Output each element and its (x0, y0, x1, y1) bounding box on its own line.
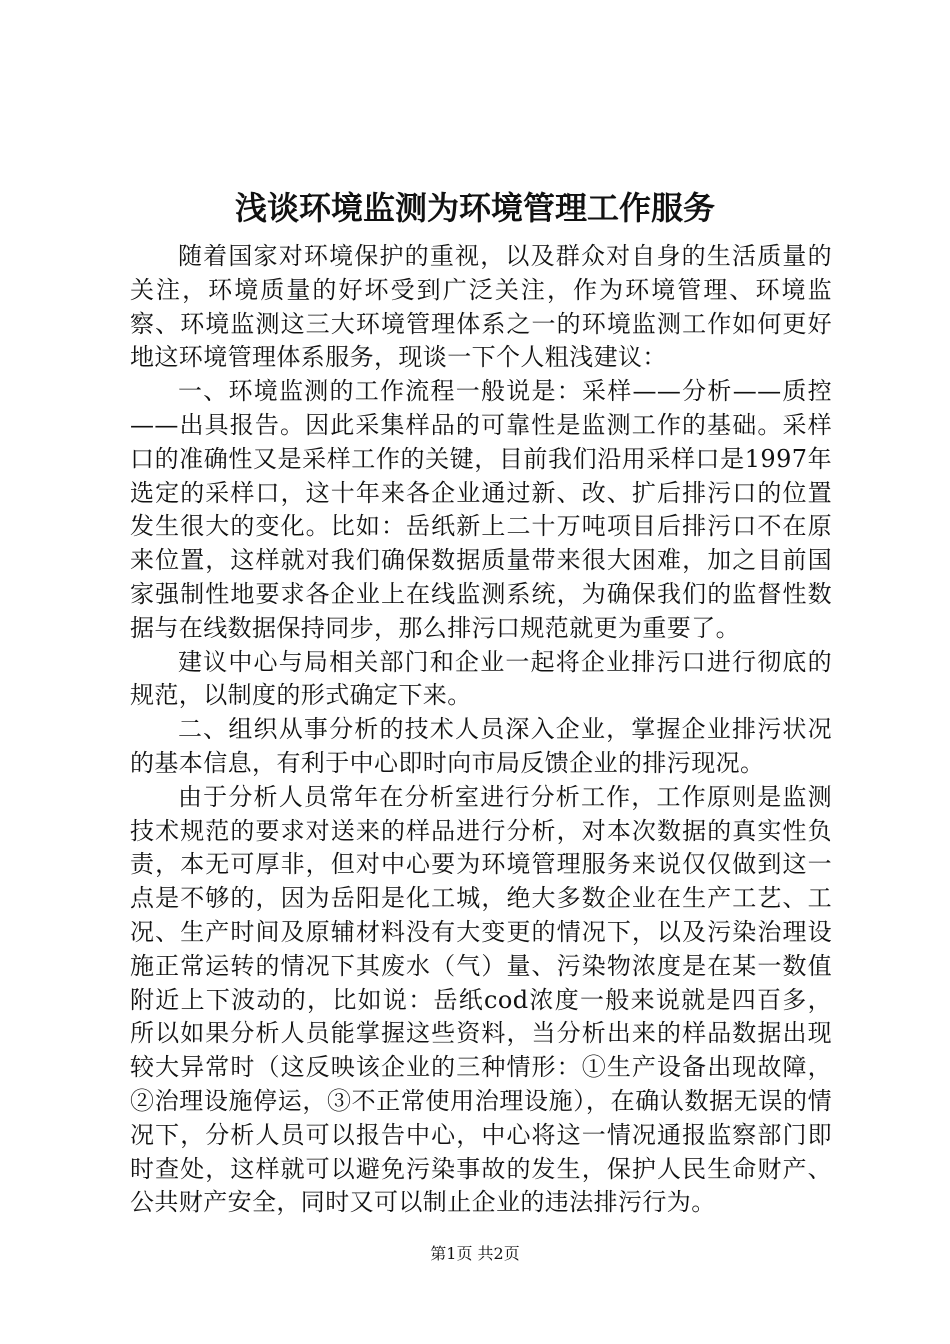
page-number-footer: 第1页 共2页 (430, 1244, 520, 1263)
paragraph-section-one: 一、环境监测的工作流程一般说是：采样——分析——质控——出具报告。因此采集样品的可靠性是监测工作的基础。采样口的准确性又是采样工作的关键，目前我们沿用采样口是1997年选定的采样口，这十年来各企业通过新、改、扩后排污口的位置发生很大的变化。比如：岳纸新上二十万吨项目后排污口不在原来位置，这样就对我们确保数据质量带来很大困难，加之目前国家强制性地要求各企业上在线监测系统，为确保我们的监督性数据与在线数据保持同步，那么排污口规范就更为重要了。 (130, 377, 832, 642)
paragraph-analysis: 由于分析人员常年在分析室进行分析工作，工作原则是监测技术规范的要求对送来的样品进行分析，对本次数据的真实性负责，本无可厚非，但对中心要为环境管理服务来说仅仅做到这一点是不够的，因为岳阳是化工城，绝大多数企业在生产工艺、工况、生产时间及原辅材料没有大变更的情况下，以及污染治理设施正常运转的情况下其废水（气）量、污染物浓度是在某一数值附近上下波动的，比如说：岳纸cod浓度一般来说就是四百多，所以如果分析人员能掌握这些资料，当分析出来的样品数据出现较大异常时（这反映该企业的三种情形：①生产设备出现故障，②治理设施停运，③不正常使用治理设施），在确认数据无误的情况下，分析人员可以报告中心，中心将这一情况通报监察部门即时查处，这样就可以避免污染事故的发生，保护人民生命财产、公共财产安全，同时又可以制止企业的违法排污行为。 (130, 782, 832, 1217)
paragraph-suggestion: 建议中心与局相关部门和企业一起将企业排污口进行彻底的规范，以制度的形式确定下来。 (130, 647, 832, 710)
paragraph-section-two: 二、组织从事分析的技术人员深入企业，掌握企业排污状况的基本信息，有利于中心即时向市局反馈企业的排污现况。 (130, 715, 832, 777)
paragraph-intro: 随着国家对环境保护的重视，以及群众对自身的生活质量的关注，环境质量的好坏受到广泛关注，作为环境管理、环境监察、环境监测这三大环境管理体系之一的环境监测工作如何更好地这环境管理体系服务，现谈一下个人粗浅建议： (130, 242, 832, 372)
page-title: 浅谈环境监测为环境管理工作服务 (234, 189, 715, 227)
document-body (130, 240, 832, 1220)
